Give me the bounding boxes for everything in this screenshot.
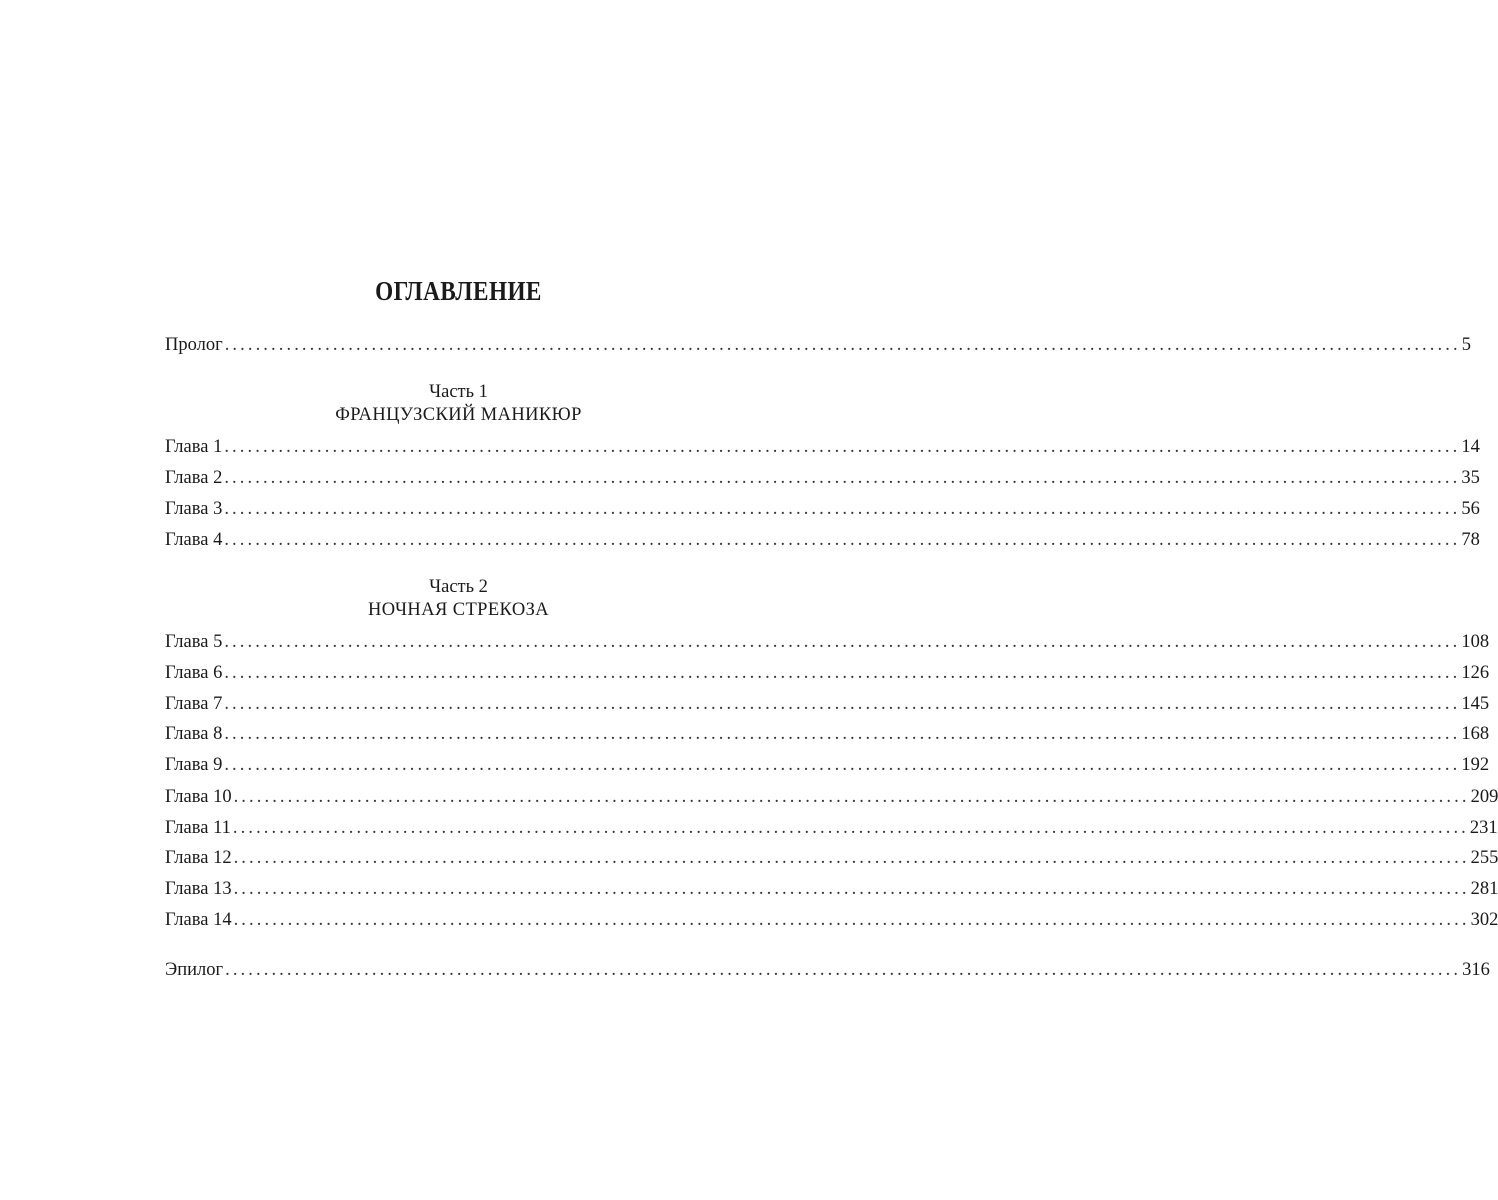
toc-entry-epilogue — [165, 957, 1490, 983]
leader-dots: ................................................................................................................................................................ — [224, 724, 1461, 744]
toc-entry-page: 255 — [1470, 848, 1498, 868]
part-2-title: НОЧНАЯ СТРЕКОЗА — [367, 600, 550, 620]
toc-entry-page: 168 — [1461, 724, 1490, 744]
toc-entry-chapter-11 — [165, 815, 1498, 841]
leader-dots: ................................................................................................................................................................ — [232, 818, 1469, 838]
toc-entry-label: Глава 13 — [165, 879, 232, 899]
leader-dots: ................................................................................................................................................................ — [224, 663, 1461, 683]
toc-entry-chapter-9 — [165, 752, 1490, 778]
toc-entry-page: 192 — [1461, 755, 1490, 775]
toc-entry-page: 56 — [1461, 499, 1480, 519]
toc-entry-label: Глава 10 — [165, 787, 232, 807]
toc-entry-chapter-1 — [165, 434, 1480, 460]
leader-dots: ................................................................................................................................................................ — [224, 499, 1461, 519]
leader-dots: ................................................................................................................................................................ — [224, 530, 1461, 550]
leader-dots: ................................................................................................................................................................ — [233, 910, 1470, 930]
toc-entry-chapter-5 — [165, 629, 1490, 655]
leader-dots: ................................................................................................................................................................ — [224, 437, 1461, 457]
toc-entry-label: Пролог — [165, 335, 223, 355]
toc-entry-chapter-10 — [165, 784, 1498, 810]
toc-entry-label: Глава 12 — [165, 848, 232, 868]
toc-entry-chapter-7 — [165, 691, 1490, 717]
toc-entry-label: Глава 3 — [165, 499, 223, 519]
toc-entry-page: 316 — [1462, 960, 1490, 980]
toc-entry-chapter-12 — [165, 845, 1498, 871]
toc-entry-label: Глава 5 — [165, 632, 223, 652]
leader-dots: ................................................................................................................................................................ — [224, 755, 1461, 775]
toc-entry-page: 35 — [1461, 468, 1480, 488]
toc-entry-label: Глава 7 — [165, 694, 223, 714]
toc-entry-page: 145 — [1461, 694, 1490, 714]
leader-dots: ................................................................................................................................................................ — [233, 787, 1470, 807]
toc-entry-prologue — [165, 332, 1471, 358]
toc-entry-label: Глава 1 — [165, 437, 223, 457]
toc-entry-label: Глава 11 — [165, 818, 231, 838]
leader-dots: ................................................................................................................................................................ — [233, 848, 1470, 868]
toc-entry-chapter-13 — [165, 876, 1498, 902]
part-2-name: Часть 2 — [429, 577, 488, 597]
toc-entry-page: 281 — [1470, 879, 1498, 899]
toc-entry-chapter-8 — [165, 721, 1490, 747]
toc-entry-chapter-3 — [165, 496, 1480, 522]
part-1-title: ФРАНЦУЗСКИЙ МАНИКЮР — [335, 405, 582, 425]
part-1-name: Часть 1 — [429, 382, 488, 402]
leader-dots: ................................................................................................................................................................ — [224, 632, 1461, 652]
toc-entry-label: Глава 4 — [165, 530, 223, 550]
toc-entry-label: Глава 6 — [165, 663, 223, 683]
page-title: ОГЛАВЛЕНИЕ — [375, 276, 542, 306]
toc-entry-chapter-6 — [165, 660, 1490, 686]
toc-entry-page: 209 — [1470, 787, 1498, 807]
toc-entry-label: Глава 8 — [165, 724, 223, 744]
leader-dots: ................................................................................................................................................................ — [224, 468, 1461, 488]
leader-dots: ................................................................................................................................................................ — [225, 960, 1462, 980]
toc-entry-chapter-4 — [165, 527, 1480, 553]
leader-dots: ................................................................................................................................................................ — [224, 335, 1461, 355]
toc-entry-page: 78 — [1461, 530, 1480, 550]
toc-page — [165, 0, 1498, 1200]
toc-entry-page: 108 — [1461, 632, 1490, 652]
toc-entry-label: Глава 9 — [165, 755, 223, 775]
leader-dots: ................................................................................................................................................................ — [233, 879, 1470, 899]
toc-entry-page: 14 — [1461, 437, 1480, 457]
toc-entry-label: Эпилог — [165, 960, 224, 980]
toc-entry-page: 126 — [1461, 663, 1490, 683]
toc-entry-label: Глава 14 — [165, 910, 232, 930]
toc-entry-label: Глава 2 — [165, 468, 223, 488]
leader-dots: ................................................................................................................................................................ — [224, 694, 1461, 714]
toc-entry-page: 5 — [1461, 335, 1471, 355]
toc-entry-page: 231 — [1469, 818, 1498, 838]
toc-entry-chapter-14 — [165, 907, 1498, 933]
toc-entry-page: 302 — [1470, 910, 1498, 930]
toc-entry-chapter-2 — [165, 465, 1480, 491]
